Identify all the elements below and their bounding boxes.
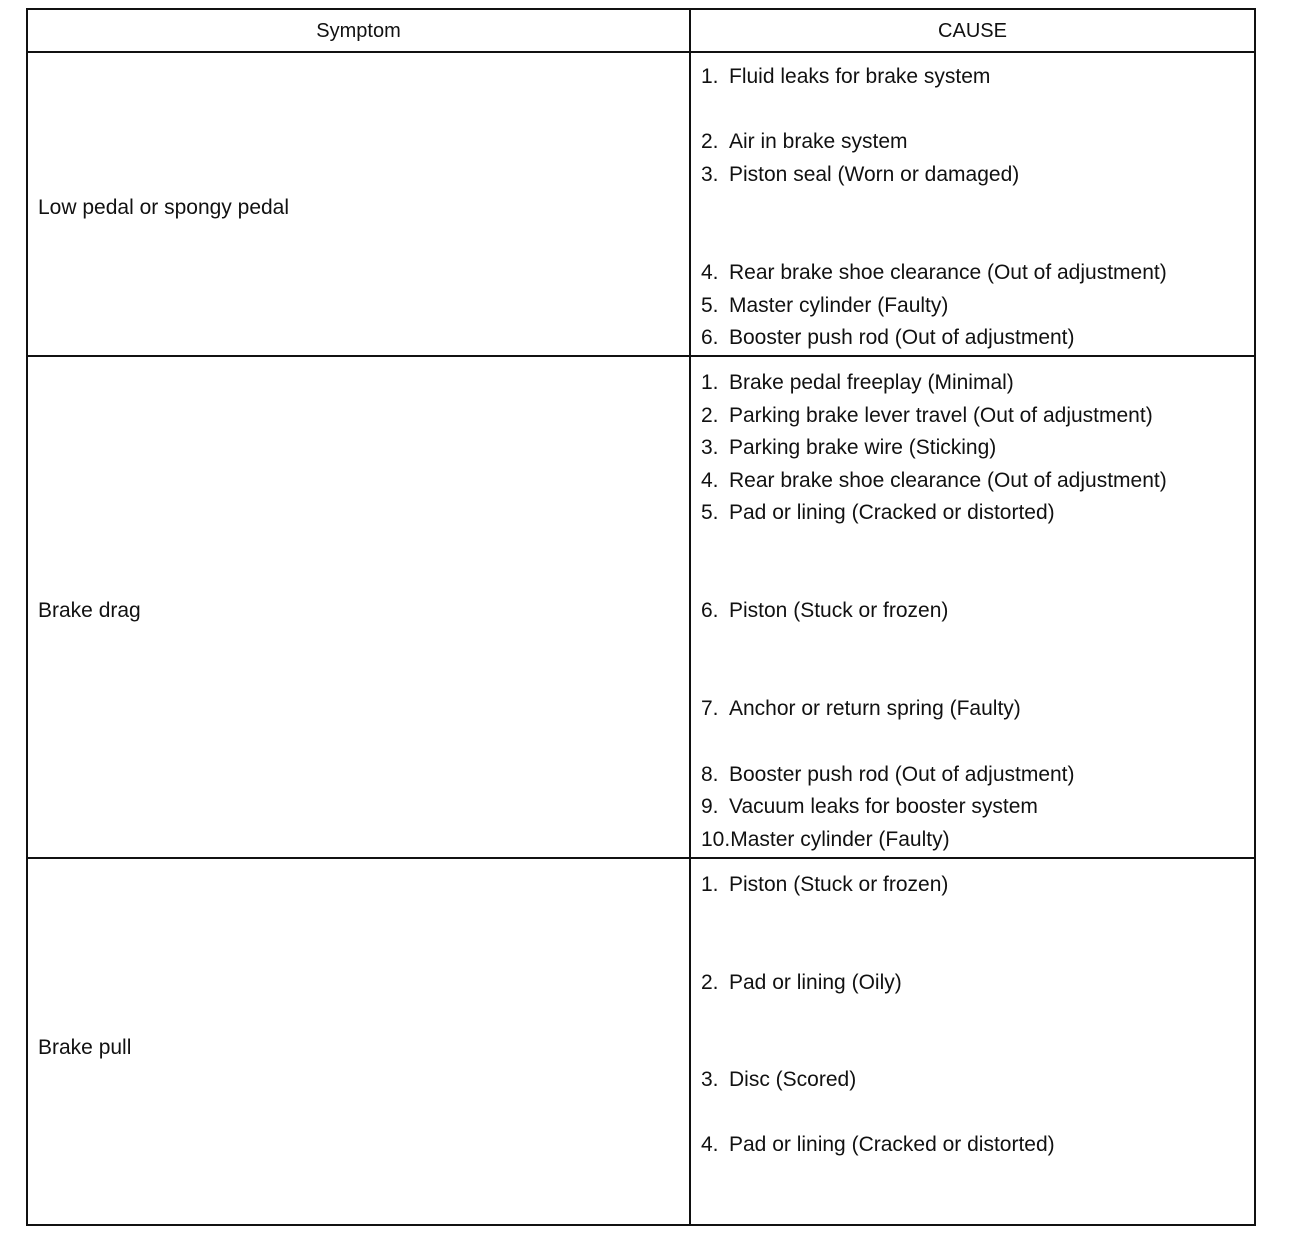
cause-item: 4. Pad or lining (Cracked or distorted) <box>701 1133 1055 1156</box>
symptom-low-pedal: Low pedal or spongy pedal <box>38 196 290 219</box>
cause-item: 9. Vacuum leaks for booster system <box>701 795 1038 818</box>
cause-item: 7. Anchor or return spring (Faulty) <box>701 697 1021 720</box>
symptom-cause-table <box>26 8 1256 1226</box>
row-divider <box>28 355 1254 357</box>
cause-item: 10.Master cylinder (Faulty) <box>701 828 950 851</box>
cause-header: CAUSE <box>938 19 1007 42</box>
symptom-header: Symptom <box>316 19 401 42</box>
cause-item: 3. Disc (Scored) <box>701 1068 857 1091</box>
cause-item: 8. Booster push rod (Out of adjustment) <box>701 763 1075 786</box>
column-divider <box>689 10 691 1224</box>
cause-item: 2. Pad or lining (Oily) <box>701 971 902 994</box>
cause-item: 2. Air in brake system <box>701 130 908 153</box>
symptom-brake-pull: Brake pull <box>38 1036 132 1059</box>
cause-item: 3. Parking brake wire (Sticking) <box>701 436 997 459</box>
cause-item: 5. Master cylinder (Faulty) <box>701 294 949 317</box>
cause-item: 3. Piston seal (Worn or damaged) <box>701 163 1020 186</box>
cause-item: 4. Rear brake shoe clearance (Out of adjustment) <box>701 469 1167 492</box>
cause-item: 1. Brake pedal freeplay (Minimal) <box>701 371 1014 394</box>
cause-item: 6. Booster push rod (Out of adjustment) <box>701 326 1075 349</box>
cause-item: 1. Piston (Stuck or frozen) <box>701 873 949 896</box>
cause-item: 2. Parking brake lever travel (Out of adjustment) <box>701 404 1153 427</box>
cause-item: 4. Rear brake shoe clearance (Out of adjustment) <box>701 261 1167 284</box>
cause-item: 6. Piston (Stuck or frozen) <box>701 599 949 622</box>
cause-item: 5. Pad or lining (Cracked or distorted) <box>701 501 1055 524</box>
symptom-brake-drag: Brake drag <box>38 599 141 622</box>
row-divider <box>28 857 1254 859</box>
cause-item: 1. Fluid leaks for brake system <box>701 65 991 88</box>
